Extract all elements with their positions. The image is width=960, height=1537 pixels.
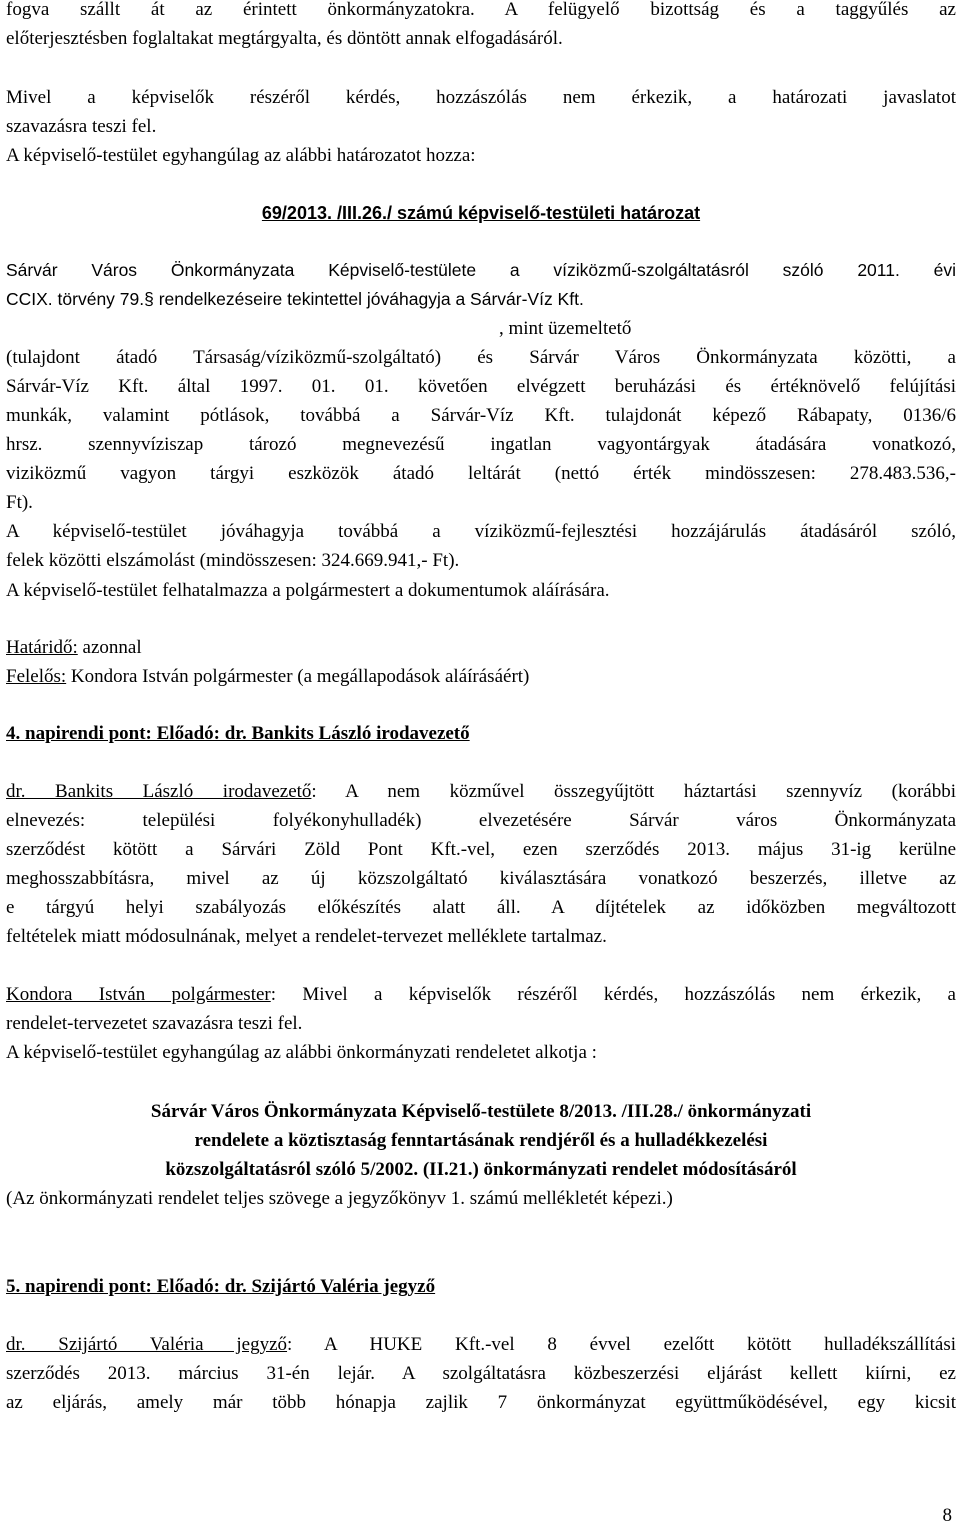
text-line: szerződés 2013. március 31-én lejár. A szolgáltatásra közbeszerzési eljárást kellett kiírni, ez xyxy=(6,1363,956,1384)
text-line: meghosszabbításra, mivel az új közszolgáltató kiválasztására vonatkozó beszerzés, illetve az xyxy=(6,868,956,889)
authorization-text: A képviselő-testület felhatalmazza a polgármestert a dokumentumok aláírására. xyxy=(6,580,610,601)
responsible-line xyxy=(6,662,956,691)
text-line: viziközmű vagyon tárgyi eszközök átadó leltárát (nettó érték mindösszesen: 278.483.536,- xyxy=(6,463,956,484)
text-line: Sárvár Város Önkormányzata Képviselő-testülete a víziközmű-szolgáltatásról szóló 2011. évi xyxy=(6,260,956,280)
speaker-name: dr. Bankits László irodavezető xyxy=(6,781,312,802)
resolution-title: 69/2013. /III.26./ számú képviselő-testületi határozat xyxy=(261,203,701,223)
text-line: előterjesztésben foglaltakat megtárgyalta, és döntött annak elfogadásáról. xyxy=(6,28,563,49)
text-line: A képviselő-testület egyhangúlag az alábbi határozatot hozza: xyxy=(6,145,476,166)
agenda-4-body xyxy=(6,777,956,951)
text-line: szerződést kötött a Sárvári Zöld Pont Kft.-vel, ezen szerződés 2013. május 31-ig kerülne xyxy=(6,839,956,860)
mayor-paragraph xyxy=(6,980,956,1067)
text-line: az eljárás, amely már több hónapja zajlik 7 önkormányzat együttműködésével, egy kicsit xyxy=(6,1392,956,1413)
text-line: A képviselő-testület jóváhagyja továbbá a víziközmű-fejlesztési hozzájárulás átadásáról szóló, xyxy=(6,521,956,542)
text-line: felek közötti elszámolást (mindösszesen: 324.669.941,- Ft). xyxy=(6,550,460,571)
responsible-label: Felelős: xyxy=(6,666,67,687)
decree-title-line: Sárvár Város Önkormányzata Képviselő-testülete 8/2013. /III.28./ önkormányzati xyxy=(150,1101,812,1122)
speaker-name: dr. Szijártó Valéria jegyző xyxy=(6,1334,288,1355)
resolution-body xyxy=(6,256,956,314)
decree-note: (Az önkormányzati rendelet teljes szövege a jegyzőkönyv 1. számú mellékletét képezi.) xyxy=(6,1188,673,1209)
deadline-label: Határidő: xyxy=(6,637,78,658)
text-line: Ft). xyxy=(6,492,33,513)
decree-title-line: rendelete a köztisztaság fenntartásának rendjéről és a hulladékkezelési xyxy=(194,1130,768,1151)
text-line: hrsz. szennyvíziszap tározó megnevezésű ingatlan vagyontárgyak átadására vonatkozó, xyxy=(6,434,956,455)
section-sign: § xyxy=(144,289,154,309)
text-line: Kondora István polgármester: Mivel a képviselők részéről kérdés, hozzászólás nem érkezik, a xyxy=(6,984,956,1005)
agenda-4-heading: 4. napirendi pont: Előadó: dr. Bankits László irodavezető xyxy=(6,723,470,744)
text-line: e tárgyú helyi szabályozás előkészítés alatt áll. A díjtételek az időközben megváltozott xyxy=(6,897,956,918)
text-line: fogva szállt át az érintett önkormányzatokra. A felügyelő bizottság és a taggyűlés az xyxy=(6,0,956,20)
text-line: A képviselő-testület egyhangúlag az alábbi önkormányzati rendeletet alkotja : xyxy=(6,1042,597,1063)
text-line: dr. Szijártó Valéria jegyző: A HUKE Kft.-vel 8 évvel ezelőtt kötött hulladékszállítási xyxy=(6,1334,957,1355)
text-line: , mint üzemeltető xyxy=(499,318,632,339)
text-line: dr. Bankits László irodavezető: A nem közművel összegyűjtött háztartási szennyvíz (korábbi xyxy=(6,781,957,802)
agenda-5-heading: 5. napirendi pont: Előadó: dr. Szijártó Valéria jegyző xyxy=(6,1276,436,1297)
text-line: elnevezés: települési folyékonyhulladék) elvezetésére Sárvár város Önkormányzata xyxy=(6,810,956,831)
deadline-line xyxy=(6,633,956,662)
agenda-5-body xyxy=(6,1330,956,1417)
text-line: feltételek miatt módosulnának, melyet a rendelet-tervezet melléklete tartalmaz. xyxy=(6,926,607,947)
decree-title xyxy=(6,1097,956,1184)
resolution-body-2 xyxy=(6,343,956,575)
page-number: 8 xyxy=(942,1505,952,1526)
text-line: Mivel a képviselők részéről kérdés, hozzászólás nem érkezik, a határozati javaslatot xyxy=(6,87,956,108)
paragraph-vote xyxy=(6,83,956,170)
mayor-name: Kondora István polgármester xyxy=(6,984,271,1005)
deadline-value: azonnal xyxy=(77,637,142,658)
text-line: CCIX. törvény 79.§ rendelkezéseire tekintettel jóváhagyja a Sárvár-Víz Kft. xyxy=(6,289,584,309)
text-line: Sárvár-Víz Kft. által 1997. 01. 01. követően elvégzett beruházási és értéknövelő felújítási xyxy=(6,376,956,397)
text-line: szavazásra teszi fel. xyxy=(6,116,157,137)
text-line: rendelet-tervezetet szavazásra teszi fel. xyxy=(6,1013,303,1034)
paragraph-intro xyxy=(6,0,956,53)
text-line: munkák, valamint pótlások, továbbá a Sárvár-Víz Kft. tulajdonát képező Rábapaty, 0136/6 xyxy=(6,405,956,426)
responsible-value: Kondora István polgármester (a megállapodások aláírásáért) xyxy=(66,666,530,687)
decree-title-line: közszolgáltatásról szóló 5/2002. (II.21.) önkormányzati rendelet módosításáról xyxy=(165,1159,797,1180)
document-page xyxy=(6,0,956,1537)
text-line: (tulajdont átadó Társaság/víziközmű-szolgáltató) és Sárvár Város Önkormányzata közötti, a xyxy=(6,347,956,368)
